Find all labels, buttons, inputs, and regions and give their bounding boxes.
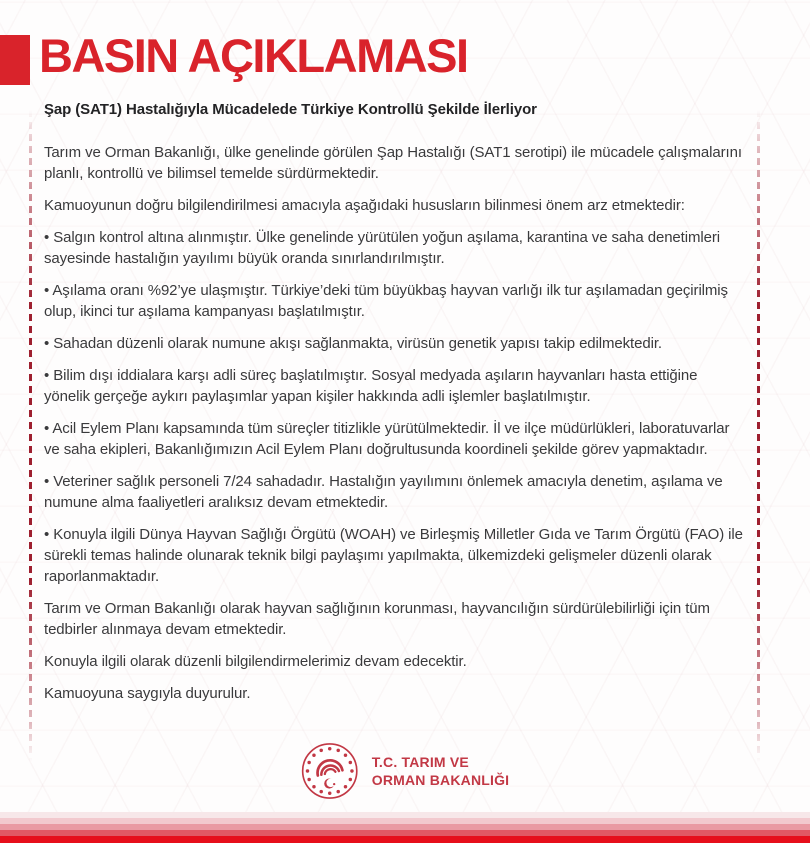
press-paragraph-bullet: • Acil Eylem Planı kapsamında tüm süreçler titizlikle yürütülmektedir. İl ve ilçe müdürlükleri, laboratuvarlar ve saha ekipleri, Bakanlığımızın Acil Eylem Planı doğrultusunda koordineli şekilde görev yapmaktadır.: [44, 420, 730, 458]
press-paragraph: Kamuoyunun doğru bilgilendirilmesi amacıyla aşağıdaki hususların bilinmesi önem arz etmektedir:: [44, 197, 685, 214]
bottom-gradient-bar: [0, 812, 810, 843]
press-paragraph: Tarım ve Orman Bakanlığı, ülke genelinde görülen Şap Hastalığı (SAT1 serotipi) ile mücadele çalışmalarını planlı, kontrollü ve bilimsel temelde sürdürmektedir.: [44, 144, 742, 182]
ministry-name-line2: ORMAN BAKANLIĞI: [371, 772, 510, 788]
page-title: BASIN AÇIKLAMASI: [39, 29, 468, 82]
ministry-emblem-icon: [301, 742, 359, 800]
ministry-name: [372, 753, 510, 789]
press-paragraph-bullet: • Bilim dışı iddialara karşı adli süreç başlatılmıştır. Sosyal medyada aşıların hayvanları hasta ettiğine yönelik gerçeğe aykırı paylaşımlar yapan kişiler hakkında adli işlemler başlatılmıştır.: [44, 367, 698, 405]
title-accent-block: [0, 35, 30, 85]
left-dashed-divider: [29, 110, 32, 762]
press-paragraph: Tarım ve Orman Bakanlığı olarak hayvan sağlığının korunması, hayvancılığın sürdürülebilirliği için tüm tedbirler alınmaya devam etmektedir.: [44, 600, 710, 638]
press-body: [44, 101, 743, 715]
ministry-logo: [301, 742, 510, 800]
press-paragraph: Kamuoyuna saygıyla duyurulur.: [44, 685, 251, 702]
press-paragraph-bullet: • Salgın kontrol altına alınmıştır. Ülke genelinde yürütülen yoğun aşılama, karantina ve saha denetimleri sayesinde hastalığın yayılımı büyük oranda sınırlandırılmıştır.: [44, 229, 720, 267]
press-subtitle: Şap (SAT1) Hastalığıyla Mücadelede Türkiye Kontrollü Şekilde İlerliyor: [44, 101, 537, 118]
press-paragraph-bullet: • Aşılama oranı %92’ye ulaşmıştır. Türkiye’deki tüm büyükbaş hayvan varlığı ilk tur aşılamadan geçirilmiş olup, ikinci tur aşılama kampanyası başlatılmıştır.: [44, 282, 728, 320]
ministry-name-line1: T.C. TARIM VE: [371, 754, 469, 770]
press-paragraph-bullet: • Konuyla ilgili Dünya Hayvan Sağlığı Örgütü (WOAH) ve Birleşmiş Milletler Gıda ve Tarım Örgütü (FAO) ile sürekli temas halinde olunarak teknik bilgi paylaşımı yapılmakta, ülkemizdeki gelişmeler düzenli olarak raporlanmaktadır.: [44, 526, 743, 585]
press-paragraph-bullet: • Veteriner sağlık personeli 7/24 sahadadır. Hastalığın yayılımını önlemek amacıyla denetim, aşılama ve numune alma faaliyetleri aralıksız devam etmektedir.: [44, 473, 723, 511]
press-paragraph-bullet: • Sahadan düzenli olarak numune akışı sağlanmakta, virüsün genetik yapısı takip edilmektedir.: [44, 335, 662, 352]
press-paragraph: Konuyla ilgili olarak düzenli bilgilendirmelerimiz devam edecektir.: [44, 653, 467, 670]
right-dashed-divider: [757, 110, 760, 762]
